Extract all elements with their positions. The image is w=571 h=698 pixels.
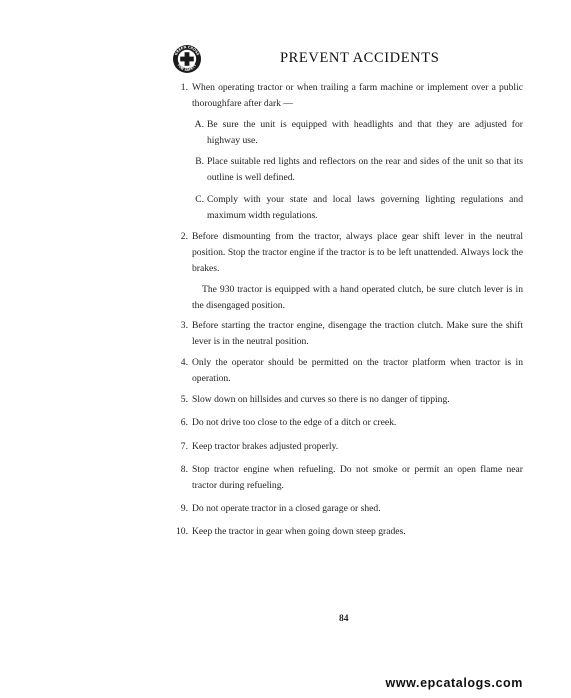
subitem-text: Place suitable red lights and reflectors on the rear and sides of the unit so that its outline is well defined. xyxy=(207,156,523,183)
item-number: 5. xyxy=(180,394,188,405)
item-text: Before starting the tractor engine, disengage the traction clutch. Make sure the shift lever is in the neutral position. xyxy=(192,320,523,347)
item-text: Slow down on hillsides and curves so there is no danger of tipping. xyxy=(192,394,450,405)
item-number: 3. xyxy=(180,320,188,331)
item-number: 7. xyxy=(180,441,188,452)
watermark-url: www.epcatalogs.com xyxy=(385,676,523,690)
seal-lettering: GREEN CROSS xyxy=(173,45,201,57)
note-text: The 930 tractor is equipped with a hand operated clutch, be sure clutch lever is in the disengaged position. xyxy=(192,284,523,311)
subitem-letter: C. xyxy=(195,194,204,205)
item-number: 1. xyxy=(180,82,188,93)
item-text: Keep the tractor in gear when going down steep grades. xyxy=(192,526,406,537)
subitem-text: Be sure the unit is equipped with headlights and that they are adjusted for highway use. xyxy=(207,119,523,146)
item-number: 2. xyxy=(180,231,188,242)
subitem-letter: B. xyxy=(195,156,204,167)
item-text: Do not operate tractor in a closed garage or shed. xyxy=(192,503,381,514)
item-number: 10. xyxy=(176,526,188,537)
item-text: When operating tractor or when trailing a farm machine or implement over a public thoroughfare after dark — xyxy=(192,82,523,109)
seal-lettering: FOR SAFETY xyxy=(176,63,198,72)
item-text: Only the operator should be permitted on the tractor platform when tractor is in operation. xyxy=(192,357,523,384)
item-number: 4. xyxy=(180,357,188,368)
item-text: Stop tractor engine when refueling. Do not smoke or permit an open flame near tractor during refueling. xyxy=(192,464,523,491)
page-number: 84 xyxy=(339,614,349,624)
item-text: Do not drive too close to the edge of a ditch or creek. xyxy=(192,417,397,428)
item-text: Keep tractor brakes adjusted properly. xyxy=(192,441,339,452)
subitem-text: Comply with your state and local laws governing lighting regulations and maximum width regulations. xyxy=(207,194,523,221)
item-number: 9. xyxy=(180,503,188,514)
green-cross-safety-seal xyxy=(172,44,202,74)
item-text: Before dismounting from the tractor, always place gear shift lever in the neutral position. Stop the tractor engine if the tractor is to be left unattended. Always lock the brakes. xyxy=(192,231,523,274)
item-number: 6. xyxy=(180,417,188,428)
subitem-letter: A. xyxy=(194,119,204,130)
item-number: 8. xyxy=(180,464,188,475)
page-title: PREVENT ACCIDENTS xyxy=(280,50,440,66)
